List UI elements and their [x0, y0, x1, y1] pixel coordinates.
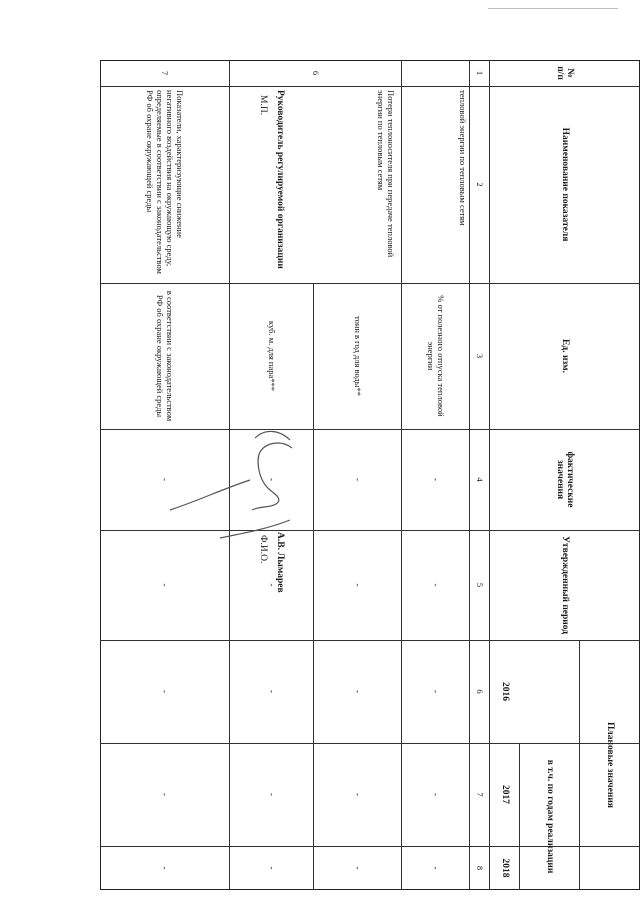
col-number: 7	[475, 792, 485, 797]
row-6-num: 6	[311, 70, 321, 76]
stamp-place-label: М.П.	[258, 95, 268, 116]
signatory-label: Руководитель регулируемой организации	[275, 90, 285, 269]
header-actual: фактические значения	[555, 451, 575, 508]
row-7-2018: -	[160, 866, 170, 870]
row-6-2017-water: -	[353, 793, 363, 796]
row-6-2017-steam: -	[267, 793, 277, 796]
header-plan-group: Плановые значения	[605, 722, 615, 808]
row-1-name: тепловой энергии по тепловым сетям	[458, 90, 468, 226]
header-num: № п/п	[555, 66, 575, 80]
row-1-unit: % от полезного отпуска тепловой энергии	[426, 295, 446, 417]
header-2018: 2018	[500, 858, 510, 878]
row-6-2018-steam: -	[267, 866, 277, 870]
header-2017: 2017	[500, 785, 510, 804]
fio-caption: Ф.И.О.	[258, 535, 268, 564]
header-name: Наименование показателя	[560, 127, 570, 242]
row-7-num: 7	[160, 70, 170, 76]
row-6-2016-water: -	[353, 690, 363, 693]
signatory-name: А.В. Лымарев	[275, 532, 285, 593]
row-6-approved-water: -	[353, 583, 363, 587]
row-7-2017: -	[160, 793, 170, 796]
row-1-2017: -	[431, 793, 441, 796]
row-1-2016: -	[431, 690, 441, 693]
row-6-name: Потери теплоносителя при передаче тепловой энергии по тепловым сетям	[376, 90, 396, 258]
col-number: 8	[475, 865, 485, 871]
row-7-unit: в соответствии с законодательством РФ об охране окружающей среды	[155, 290, 175, 422]
row-7-name: Показатели, характеризующие снижение негативного воздействия на окружающую среду, определяемые в соответствии с законодательством РФ об охране окружающей среды	[145, 90, 185, 274]
row-6-unit-steam: куб. м. для пара***	[267, 320, 277, 392]
header-2016: 2016	[500, 682, 510, 701]
row-6-actual-steam: -	[267, 478, 277, 481]
col-number: 5	[475, 582, 485, 588]
row-7-actual: -	[160, 478, 170, 481]
col-number: 1	[475, 70, 485, 76]
row-1-approved: -	[431, 583, 441, 587]
row-1-2018: -	[431, 866, 441, 870]
col-number: 3	[475, 353, 485, 359]
col-number: 6	[475, 689, 485, 694]
row-1-num	[402, 60, 470, 86]
header-by-years: в т.ч. по годам реализации	[545, 759, 555, 874]
row-1-actual: -	[431, 478, 441, 481]
header-approved: Утвержденный период	[560, 535, 570, 635]
row-6-2018-water: -	[353, 866, 363, 870]
col-number: 2	[475, 182, 485, 187]
header-unit: Ед. изм.	[560, 339, 570, 373]
row-7-approved: -	[160, 583, 170, 587]
row-6-actual-water: -	[353, 478, 363, 481]
row-7-2016: -	[160, 690, 170, 693]
row-6-unit-water: тонн в год для воды**	[353, 315, 363, 397]
row-6-2016-steam: -	[267, 690, 277, 693]
row-6-approved-steam: -	[267, 583, 277, 587]
col-number: 4	[475, 477, 485, 482]
handwritten-signature	[160, 420, 310, 560]
